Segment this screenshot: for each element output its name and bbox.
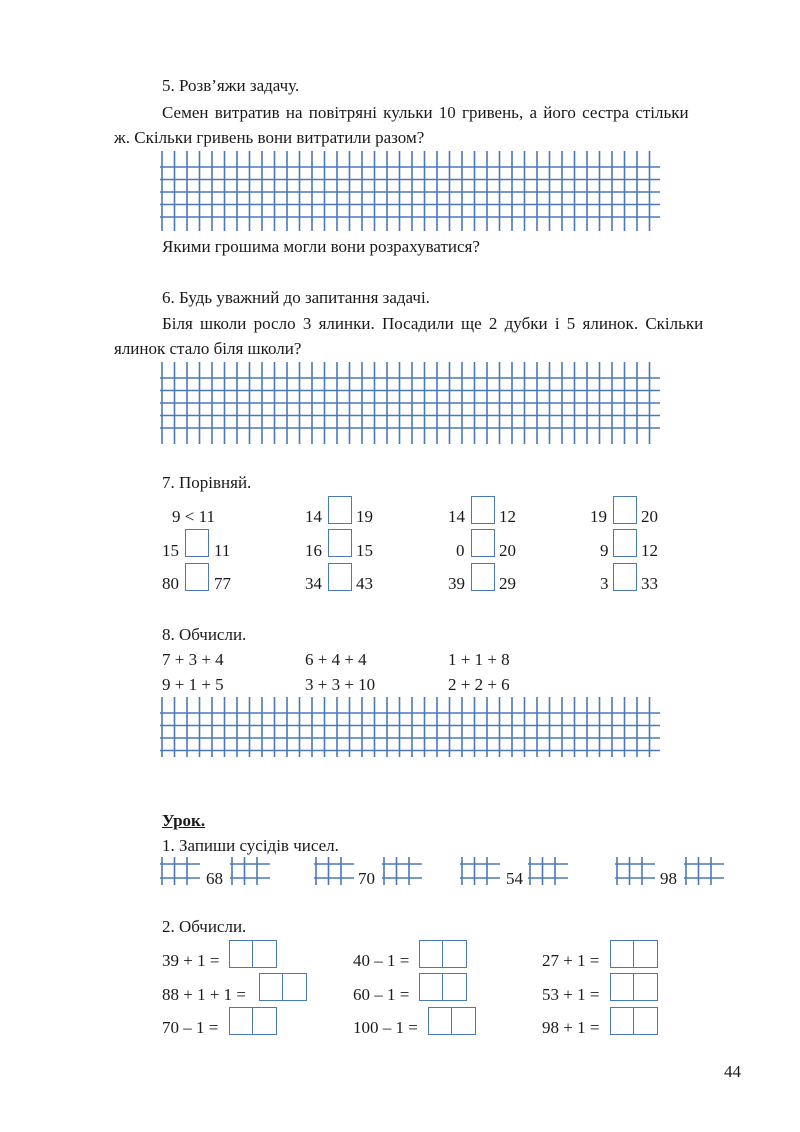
neighbor-number: 54 bbox=[506, 869, 523, 888]
answer-grid-task5[interactable] bbox=[160, 151, 660, 231]
compare-right: 20 bbox=[641, 507, 658, 526]
compare-left: 16 bbox=[305, 541, 322, 560]
compare-box[interactable] bbox=[328, 529, 352, 557]
neighbor-grid-right[interactable] bbox=[382, 857, 422, 885]
compare-left: 19 bbox=[590, 507, 607, 526]
page-number: 44 bbox=[724, 1062, 741, 1081]
task5-heading: 5. Розв’яжи задачу. bbox=[162, 76, 300, 95]
answer-grid-task6[interactable] bbox=[160, 362, 660, 444]
lesson-title-text: Урок. bbox=[162, 811, 206, 830]
calc-expression: 88 + 1 + 1 = bbox=[162, 985, 247, 1004]
calc-expression: 53 + 1 = bbox=[542, 985, 600, 1004]
answer-boxes[interactable] bbox=[610, 1007, 658, 1035]
compare-right: 20 bbox=[499, 541, 516, 560]
answer-box[interactable] bbox=[610, 940, 634, 968]
neighbor-grid-left[interactable] bbox=[314, 857, 354, 885]
answer-box[interactable] bbox=[452, 1007, 476, 1035]
task6-heading: 6. Будь уважний до запитання задачі. bbox=[162, 288, 430, 307]
answer-boxes[interactable] bbox=[610, 973, 658, 1001]
neighbor-grid-left[interactable] bbox=[615, 857, 655, 885]
neighbor-number: 70 bbox=[358, 869, 375, 888]
answer-box[interactable] bbox=[229, 940, 253, 968]
answer-boxes[interactable] bbox=[428, 1007, 476, 1035]
neighbor-grid-left[interactable] bbox=[160, 857, 200, 885]
answer-boxes[interactable] bbox=[229, 940, 277, 968]
compare-left: 14 bbox=[448, 507, 465, 526]
compare-right: 77 bbox=[214, 574, 231, 593]
task5-text-line2: ж. Скільки гривень вони витратили разом? bbox=[114, 128, 425, 147]
compare-box[interactable] bbox=[328, 496, 352, 524]
compare-left: 80 bbox=[162, 574, 179, 593]
answer-box[interactable] bbox=[259, 973, 283, 1001]
compare-box[interactable] bbox=[471, 496, 495, 524]
task6-text-line2: ялинок стало біля школи? bbox=[114, 339, 302, 358]
compare-right: 33 bbox=[641, 574, 658, 593]
task6-text-line1: Біля школи росло 3 ялинки. Посадили ще 2 дубки і 5 ялинок. Скільки bbox=[162, 314, 704, 333]
neighbor-grid-right[interactable] bbox=[230, 857, 270, 885]
compare-right: 43 bbox=[356, 574, 373, 593]
answer-box[interactable] bbox=[229, 1007, 253, 1035]
compare-right: 29 bbox=[499, 574, 516, 593]
expression: 1 + 1 + 8 bbox=[448, 650, 510, 669]
answer-box[interactable] bbox=[443, 940, 467, 968]
compare-left: 9 bbox=[600, 541, 609, 560]
answer-boxes[interactable] bbox=[419, 940, 467, 968]
answer-box[interactable] bbox=[634, 1007, 658, 1035]
compare-left: 0 bbox=[456, 541, 465, 560]
answer-box[interactable] bbox=[443, 973, 467, 1001]
task5-text-line1: Семен витратив на повітряні кульки 10 гривень, а його сестра стільки bbox=[162, 103, 689, 122]
compare-left: 34 bbox=[305, 574, 322, 593]
calc-expression: 70 – 1 = bbox=[162, 1018, 219, 1037]
compare-box[interactable] bbox=[613, 496, 637, 524]
expression: 9 + 1 + 5 bbox=[162, 675, 224, 694]
answer-box[interactable] bbox=[428, 1007, 452, 1035]
expression: 6 + 4 + 4 bbox=[305, 650, 367, 669]
compare-box[interactable] bbox=[471, 529, 495, 557]
lesson-task1-heading: 1. Запиши сусідів чисел. bbox=[162, 836, 339, 855]
answer-box[interactable] bbox=[253, 940, 277, 968]
neighbor-number: 68 bbox=[206, 869, 223, 888]
neighbor-number: 98 bbox=[660, 869, 677, 888]
answer-boxes[interactable] bbox=[419, 973, 467, 1001]
calc-expression: 60 – 1 = bbox=[353, 985, 410, 1004]
task7-heading: 7. Порівняй. bbox=[162, 473, 252, 492]
answer-box[interactable] bbox=[283, 973, 307, 1001]
expression: 7 + 3 + 4 bbox=[162, 650, 224, 669]
compare-right: 11 bbox=[214, 541, 231, 560]
compare-right: 12 bbox=[499, 507, 516, 526]
answer-box[interactable] bbox=[634, 940, 658, 968]
compare-right: 19 bbox=[356, 507, 373, 526]
compare-box[interactable] bbox=[328, 563, 352, 591]
compare-example: 9 < 11 bbox=[172, 507, 215, 526]
answer-box[interactable] bbox=[419, 973, 443, 1001]
neighbor-grid-right[interactable] bbox=[528, 857, 568, 885]
answer-box[interactable] bbox=[253, 1007, 277, 1035]
answer-grid-task8[interactable] bbox=[160, 697, 660, 757]
neighbor-grid-right[interactable] bbox=[684, 857, 724, 885]
answer-boxes[interactable] bbox=[229, 1007, 277, 1035]
task5-question2: Якими грошима могли вони розрахуватися? bbox=[162, 237, 480, 256]
answer-box[interactable] bbox=[610, 973, 634, 1001]
compare-left: 14 bbox=[305, 507, 322, 526]
calc-expression: 39 + 1 = bbox=[162, 951, 220, 970]
compare-right: 15 bbox=[356, 541, 373, 560]
expression: 2 + 2 + 6 bbox=[448, 675, 510, 694]
compare-box[interactable] bbox=[471, 563, 495, 591]
compare-box[interactable] bbox=[613, 563, 637, 591]
task8-heading: 8. Обчисли. bbox=[162, 625, 247, 644]
compare-box[interactable] bbox=[613, 529, 637, 557]
answer-box[interactable] bbox=[419, 940, 443, 968]
answer-box[interactable] bbox=[634, 973, 658, 1001]
compare-left: 39 bbox=[448, 574, 465, 593]
compare-left: 15 bbox=[162, 541, 179, 560]
calc-expression: 40 – 1 = bbox=[353, 951, 410, 970]
compare-right: 12 bbox=[641, 541, 658, 560]
compare-left: 3 bbox=[600, 574, 609, 593]
compare-box[interactable] bbox=[185, 529, 209, 557]
answer-boxes[interactable] bbox=[610, 940, 658, 968]
lesson-task2-heading: 2. Обчисли. bbox=[162, 917, 247, 936]
calc-expression: 98 + 1 = bbox=[542, 1018, 600, 1037]
neighbor-grid-left[interactable] bbox=[460, 857, 500, 885]
calc-expression: 27 + 1 = bbox=[542, 951, 600, 970]
calc-expression: 100 – 1 = bbox=[353, 1018, 418, 1037]
expression: 3 + 3 + 10 bbox=[305, 675, 376, 694]
answer-box[interactable] bbox=[610, 1007, 634, 1035]
compare-box[interactable] bbox=[185, 563, 209, 591]
answer-boxes[interactable] bbox=[259, 973, 307, 1001]
lesson-title bbox=[162, 812, 205, 829]
